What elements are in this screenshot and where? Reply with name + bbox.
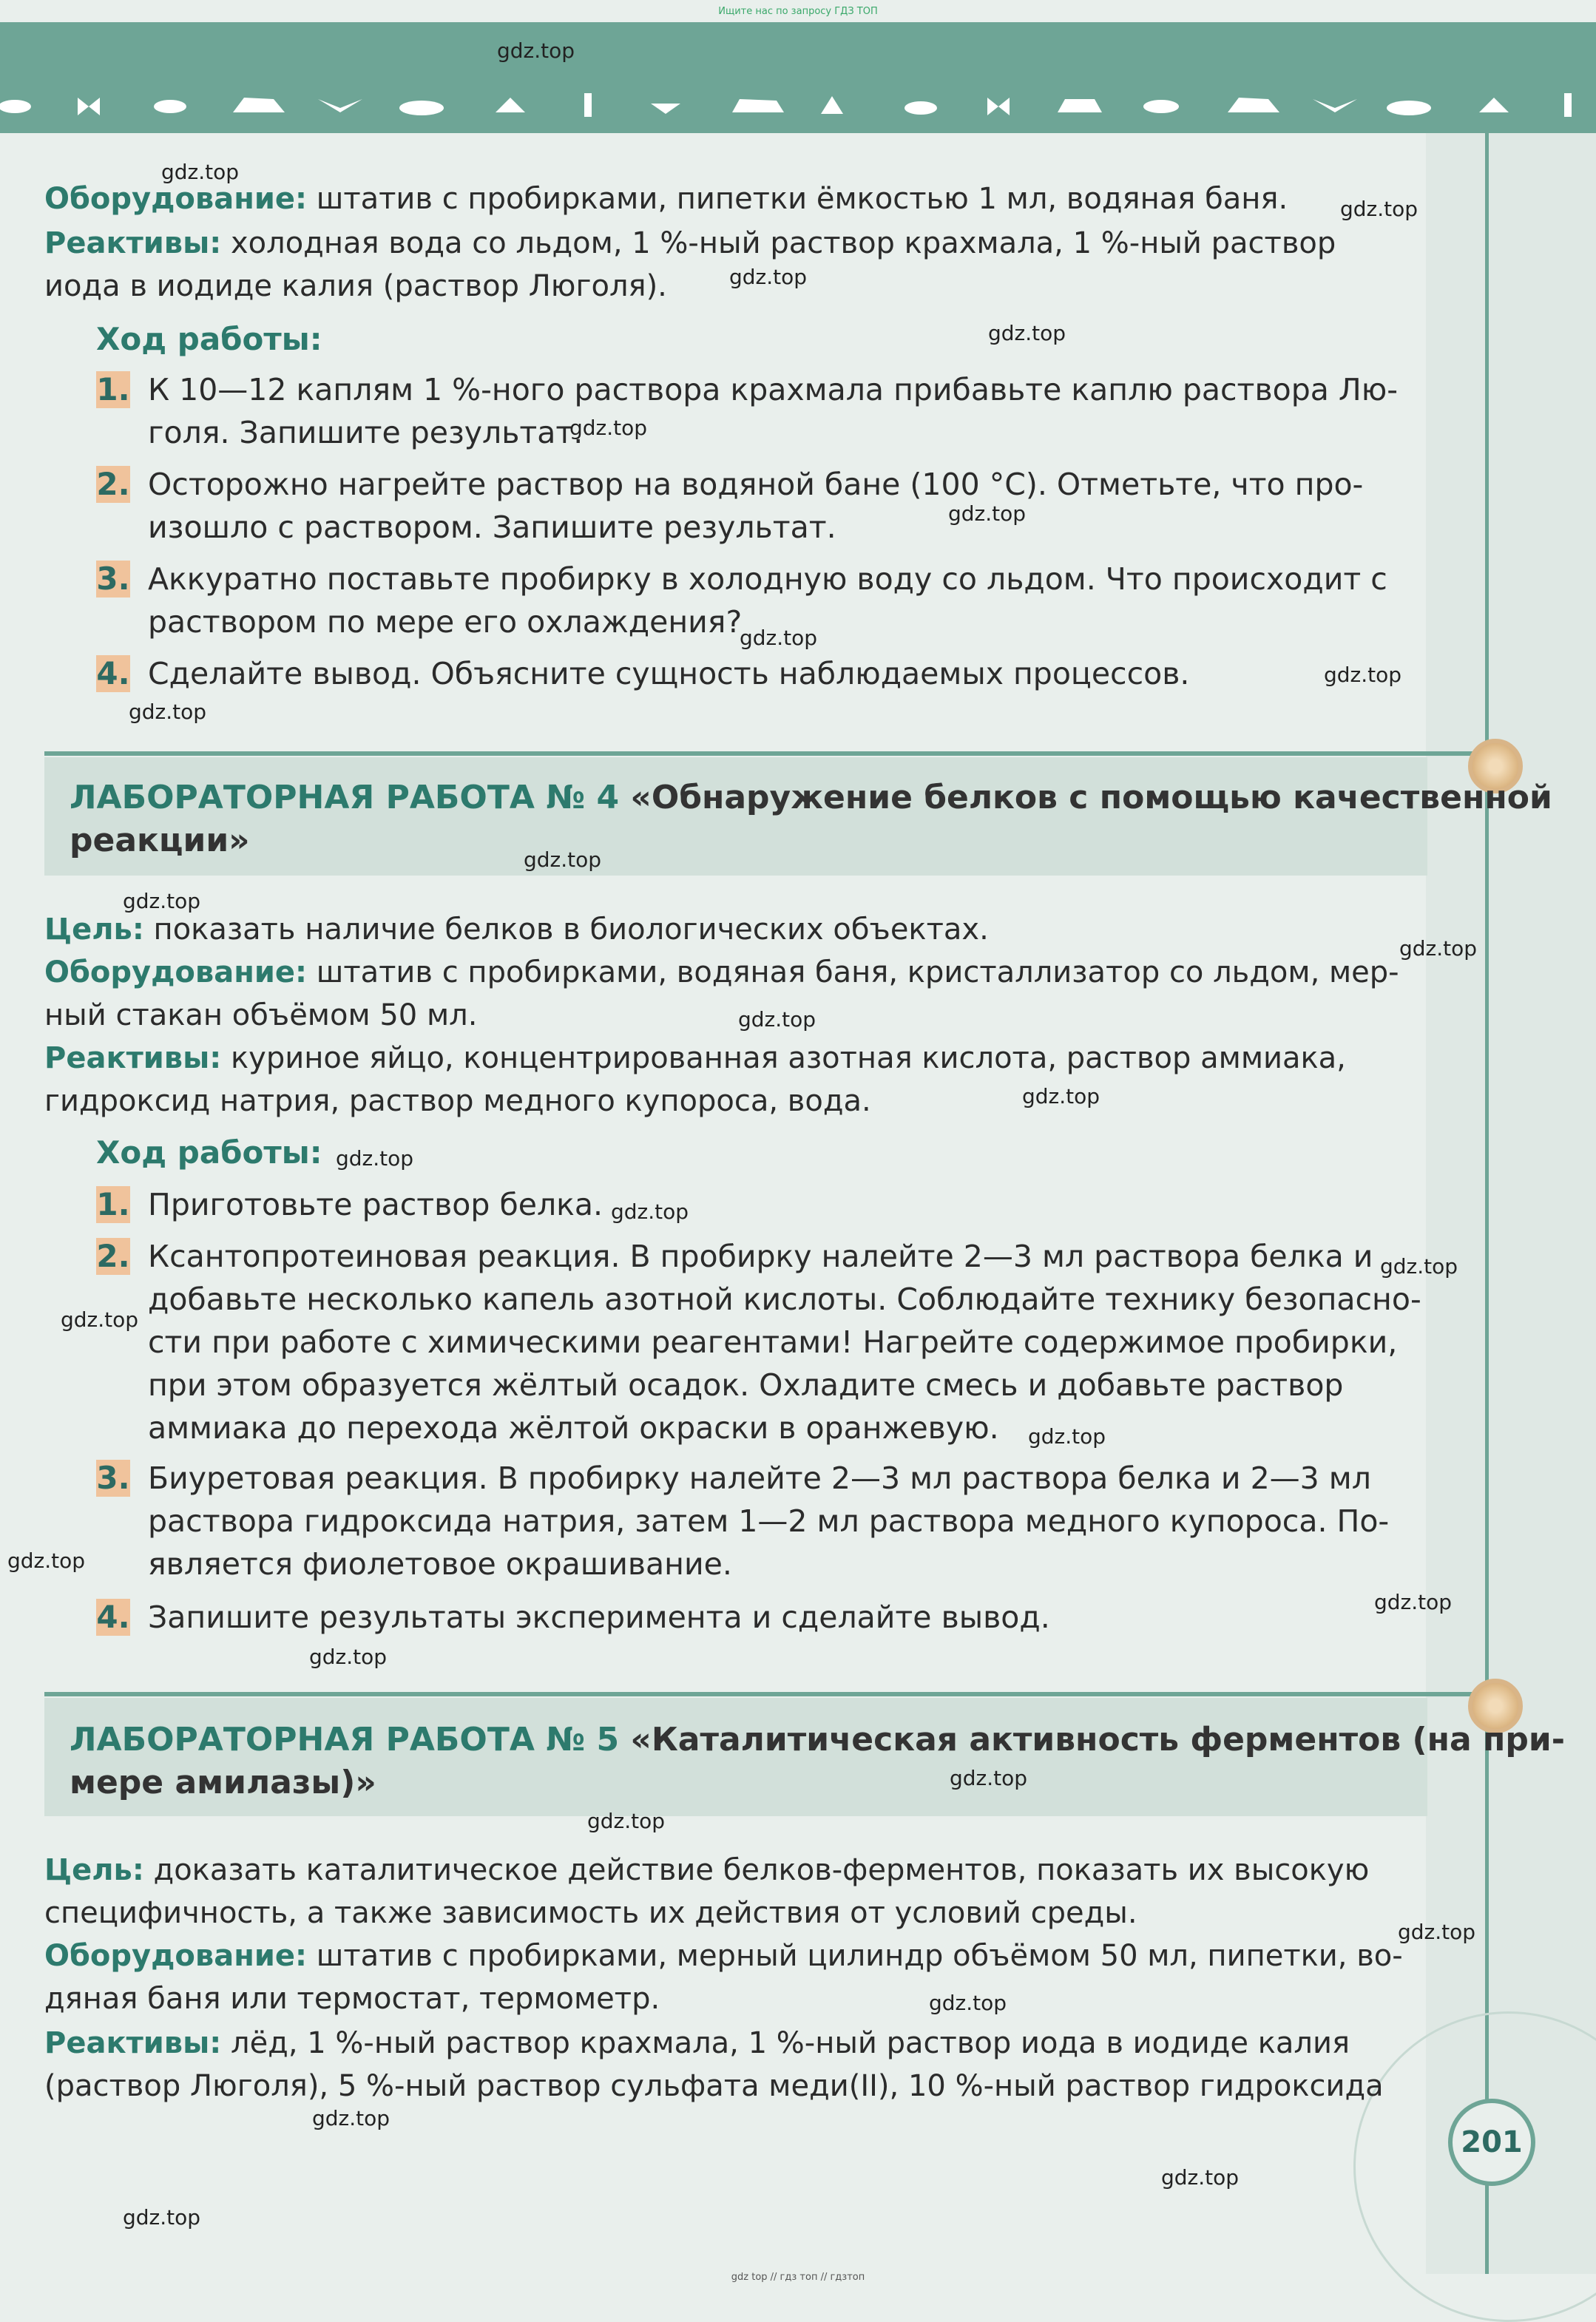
watermark: gdz.top [123,889,201,913]
lab4-reagents-cont: гидроксид натрия, раствор медного купороса, вода. [44,1084,871,1118]
lab4-step-line: Биуретовая реакция. В пробирку налейте 2—3 мл раствора белка и 2—3 мл [148,1460,1371,1496]
fly-icon [651,104,680,114]
whale-icon [399,101,444,115]
lab4-step-number: 3. [96,1460,130,1496]
page-number: 201 [1448,2099,1535,2186]
watermark: gdz.top [497,38,575,63]
watermark: gdz.top [740,626,818,650]
right-margin [1426,133,1596,2274]
lab3-step-line: голя. Запишите результат. [148,415,584,450]
lab4-step-number: 1. [96,1186,130,1222]
lab4-title-cont: реакции» [70,822,250,859]
deer-icon [732,99,784,112]
watermark: gdz.top [948,501,1027,526]
lab4-step-line: сти при работе с химическими реагентами! Нагрейте содержимое пробирки, [148,1324,1398,1360]
lab5-reagents: Реактивы: лёд, 1 %-ный раствор крахмала, 1 %-ный раствор иода в иодиде калия [44,2026,1350,2060]
lab4-step-line: Приготовьте раствор белка. [148,1187,603,1222]
lab3-step-number: 1. [96,371,130,407]
rhino-icon [1058,99,1102,112]
penguin-icon [584,93,592,117]
lab3-reagents: Реактивы: холодная вода со льдом, 1 %-ный раствор крахмала, 1 %-ный раствор [44,226,1336,260]
lab4-procedure-title: Ход работы: [96,1134,322,1171]
lab5-reagents-cont: (раствор Люголя), 5 %-ный раствор сульфата меди(II), 10 %-ный раствор гидроксида [44,2069,1384,2103]
lab4-step-line: Ксантопротеиновая реакция. В пробирку налейте 2—3 мл раствора белка и [148,1239,1373,1274]
lab5-equipment-cont: дяная баня или термостат, термометр. [44,1982,660,2016]
lab4-step-number: 2. [96,1238,130,1274]
lab4-step-line: является фиолетовое окрашивание. [148,1546,732,1582]
watermark: gdz.top [524,847,602,872]
section-divider [44,1692,1494,1696]
lab3-step-number: 2. [96,466,130,502]
scorpion-icon [154,100,186,113]
watermark: gdz.top [123,2205,201,2230]
crab-icon [1143,100,1179,113]
lab3-step-line: Сделайте вывод. Объясните сущность наблюдаемых процессов. [148,656,1190,691]
watermark: gdz.top [161,160,240,184]
lab3-step-line: К 10—12 каплям 1 %-ного раствора крахмала прибавьте каплю раствора Лю- [148,372,1399,407]
penguin-icon [1564,93,1572,117]
lab5-goal-cont: специфичность, а также зависимость их действия от условий среды. [44,1896,1137,1930]
watermark: gdz.top [7,1548,86,1573]
watermark: gdz.top [988,321,1066,345]
lab3-reagents-cont: иода в иодиде калия (раствор Люголя). [44,269,667,303]
lab5-goal: Цель: доказать каталитическое действие белков-ферментов, показать их высокую [44,1853,1370,1887]
margin-rule [1485,126,1489,2274]
lab3-step-line: Аккуратно поставьте пробирку в холодную воду со льдом. Что происходит с [148,561,1387,597]
watermark: gdz.top [1340,197,1419,221]
lab4-goal: Цель: показать наличие белков в биологических объектах. [44,913,989,947]
lab4-reagents: Реактивы: куриное яйцо, концентрированная азотная кислота, раствор аммиака, [44,1041,1346,1075]
watermark: gdz.top [61,1307,139,1332]
duck-icon [904,101,937,115]
lab4-title: ЛАБОРАТОРНАЯ РАБОТА № 4 «Обнаружение белков с помощью качественной [70,779,1552,816]
section-divider [44,751,1494,756]
animal-silhouettes [0,90,1596,120]
lab4-step-line: раствора гидроксида натрия, затем 1—2 мл раствора медного купороса. По- [148,1503,1390,1539]
watermark: gdz.top [729,265,808,289]
watermark: gdz.top [1380,1254,1458,1279]
lab3-step-number: 4. [96,655,130,691]
lab3-step-line: раствором по мере его охлаждения? [148,604,743,640]
watermark: gdz.top [929,1991,1007,2015]
horse-icon [1228,98,1279,112]
insect-icon [1479,98,1509,112]
butterfly-icon [78,98,100,115]
watermark: gdz.top [312,2106,390,2130]
kangaroo-icon [821,96,843,114]
fish-icon [0,100,31,113]
lab5-title-cont: мере амилазы)» [70,1764,376,1801]
lab4-step-line: Запишите результаты эксперимента и сделайте вывод. [148,1600,1050,1635]
watermark: gdz.top [1028,1424,1106,1449]
bird-icon [1313,99,1357,112]
watermark: gdz.top [611,1199,689,1224]
bottom-note: gdz top // гдз топ // гдзтоп [731,2272,865,2283]
butterfly-icon [987,98,1010,115]
lab3-step-number: 3. [96,561,130,597]
lab4-step-line: добавьте несколько капель азотной кислоты. Соблюдайте технику безопасно- [148,1282,1421,1317]
lab4-step-number: 4. [96,1599,130,1635]
horse-icon [233,98,285,112]
lab4-equipment-cont: ный стакан объёмом 50 мл. [44,998,478,1032]
watermark: gdz.top [129,700,207,724]
watermark: gdz.top [569,416,648,440]
watermark: gdz.top [1398,1920,1476,1944]
top-note: Ищите нас по запросу ГДЗ ТОП [718,6,878,17]
whale-icon [1387,101,1431,115]
bird-icon [318,99,362,112]
lab3-step-line: изошло с раствором. Запишите результат. [148,510,836,545]
lab3-equipment: Оборудование: штатив с пробирками, пипетки ёмкостью 1 мл, водяная баня. [44,182,1288,216]
lab5-equipment: Оборудование: штатив с пробирками, мерный цилиндр объёмом 50 мл, пипетки, во- [44,1939,1403,1973]
watermark: gdz.top [336,1146,414,1171]
watermark: gdz.top [1374,1590,1453,1614]
watermark: gdz.top [1324,663,1402,687]
header-banner [0,22,1596,133]
lab4-step-line: при этом образуется жёлтый осадок. Охладите смесь и добавьте раствор [148,1367,1344,1403]
lab3-step-line: Осторожно нагрейте раствор на водяной бане (100 °С). Отметьте, что про- [148,467,1364,502]
watermark: gdz.top [738,1007,816,1032]
watermark: gdz.top [1161,2165,1240,2190]
lab3-procedure-title: Ход работы: [96,321,322,357]
insect-icon [496,98,525,112]
lab5-title: ЛАБОРАТОРНАЯ РАБОТА № 5 «Каталитическая активность ферментов (на при- [70,1721,1566,1759]
watermark: gdz.top [1022,1084,1100,1108]
watermark: gdz.top [950,1766,1028,1790]
lab4-equipment: Оборудование: штатив с пробирками, водяная баня, кристаллизатор со льдом, мер- [44,955,1399,989]
watermark: gdz.top [587,1809,666,1833]
watermark: gdz.top [309,1645,388,1669]
lab4-step-line: аммиака до перехода жёлтой окраски в оранжевую. [148,1410,999,1446]
watermark: gdz.top [1399,936,1478,961]
